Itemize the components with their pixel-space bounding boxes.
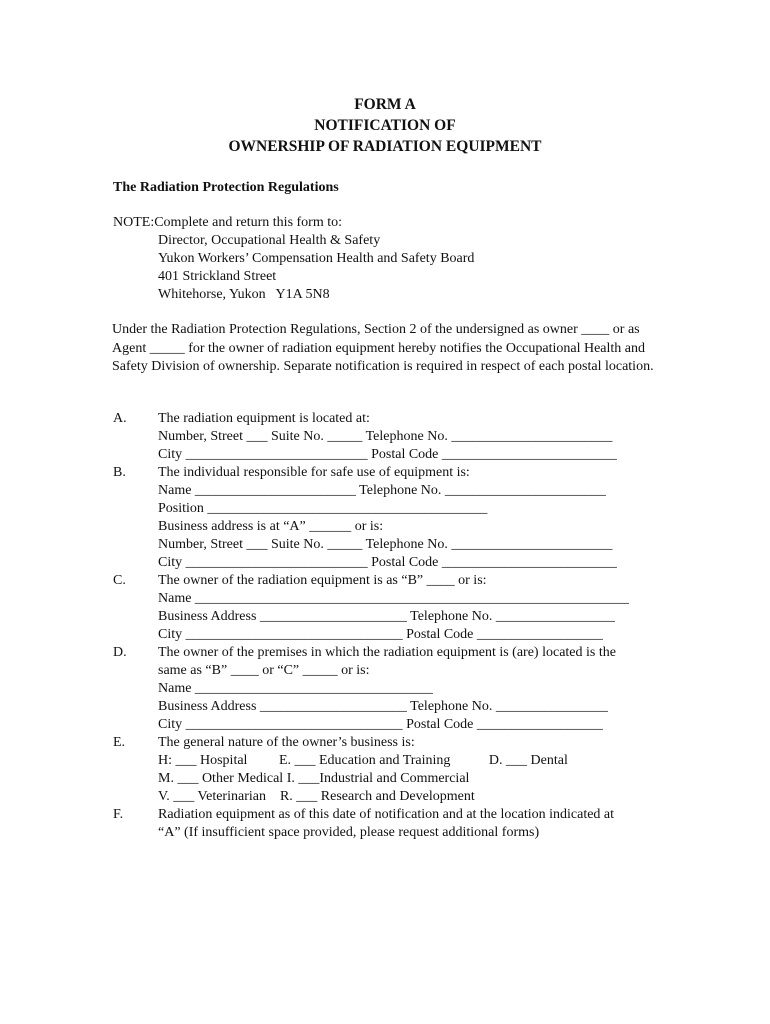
section-a-line: Number, Street ___ Suite No. _____ Telephone No. _______________________ [158, 429, 613, 444]
section-c-line: City _______________________________ Postal Code __________________ [158, 627, 603, 642]
address-line-1: Director, Occupational Health & Safety [158, 233, 381, 248]
section-d-label: D. [113, 645, 127, 660]
section-a-line: The radiation equipment is located at: [158, 411, 370, 426]
section-a-label: A. [113, 411, 127, 426]
section-e-line: M. ___ Other Medical I. ___Industrial and Commercial [158, 771, 470, 786]
section-d-line: Business Address _____________________ Telephone No. ________________ [158, 699, 608, 714]
section-b-line: Business address is at “A” ______ or is: [158, 519, 384, 534]
section-a-line: City __________________________ Postal Code _________________________ [158, 447, 617, 462]
section-c-line: Name ______________________________________________________________ [158, 591, 629, 606]
section-b-label: B. [113, 465, 126, 480]
section-e-line: H: ___ Hospital E. ___ Education and Training D. ___ Dental [158, 753, 568, 768]
address-line-4: Whitehorse, Yukon Y1A 5N8 [158, 287, 330, 302]
section-e-label: E. [113, 735, 126, 750]
section-e-line: V. ___ Veterinarian R. ___ Research and Development [158, 789, 475, 804]
address-line-2: Yukon Workers’ Compensation Health and Safety Board [158, 251, 475, 266]
section-b-line: Position ________________________________________ [158, 501, 488, 516]
section-c-line: The owner of the radiation equipment is as “B” ____ or is: [158, 573, 487, 588]
section-c-line: Business Address _____________________ Telephone No. _________________ [158, 609, 615, 624]
section-d-line: same as “B” ____ or “C” _____ or is: [158, 663, 370, 678]
form-title: FORM A [354, 96, 416, 113]
section-b-line: City __________________________ Postal Code _________________________ [158, 555, 617, 570]
section-d-line: Name __________________________________ [158, 681, 433, 696]
address-line-3: 401 Strickland Street [158, 269, 277, 284]
note-lead: NOTE:Complete and return this form to: [113, 215, 343, 230]
form-subtitle: NOTIFICATION OF [314, 117, 456, 134]
section-d-line: The owner of the premises in which the radiation equipment is (are) located is the [158, 645, 616, 660]
regulations-heading: The Radiation Protection Regulations [113, 180, 339, 195]
section-d-line: City _______________________________ Postal Code __________________ [158, 717, 603, 732]
section-f-line: Radiation equipment as of this date of notification and at the location indicated at [158, 807, 615, 822]
section-f-line: “A” (If insufficient space provided, please request additional forms) [158, 825, 540, 840]
intro-paragraph: Under the Radiation Protection Regulations, Section 2 of the undersigned as owner ____ or as Agent _____ for the owner of radiation equipment hereby notifies the Occupational Health and Safety Division of ownership. Separate notification is required in respect of each postal location. [112, 322, 654, 374]
form-heading: OWNERSHIP OF RADIATION EQUIPMENT [228, 138, 542, 155]
section-b-line: Number, Street ___ Suite No. _____ Telephone No. _______________________ [158, 537, 613, 552]
section-b-line: The individual responsible for safe use of equipment is: [158, 465, 470, 480]
section-e-line: The general nature of the owner’s business is: [158, 735, 415, 750]
section-b-line: Name _______________________ Telephone No. _______________________ [158, 483, 606, 498]
section-c-label: C. [113, 573, 126, 588]
section-f-label: F. [113, 807, 124, 822]
